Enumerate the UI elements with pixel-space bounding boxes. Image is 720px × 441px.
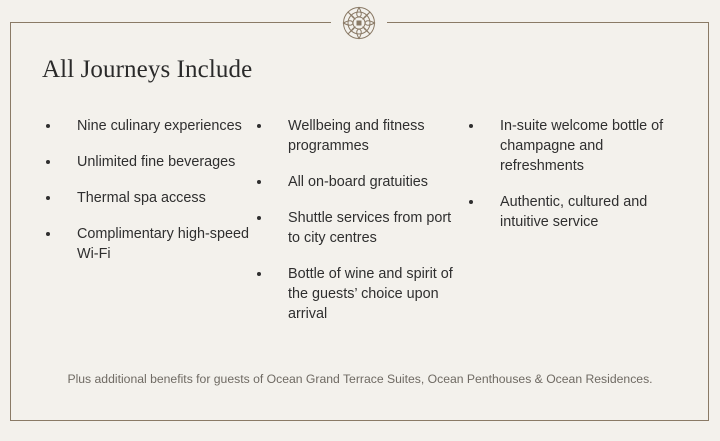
list-item xyxy=(41,152,256,172)
benefits-column-1 xyxy=(41,116,256,280)
list-item-label: In-suite welcome bottle of champagne and refreshments xyxy=(500,118,664,174)
list-item-label: Authentic, cultured and intuitive service xyxy=(500,194,648,230)
bullet-icon xyxy=(257,124,261,128)
list-item xyxy=(252,172,467,192)
bullet-icon xyxy=(257,272,261,276)
list-item xyxy=(252,208,467,248)
list-item-label: Unlimited fine beverages xyxy=(77,154,236,170)
list-item xyxy=(252,264,467,324)
list-item-label: Bottle of wine and spirit of the guests’ choice upon arrival xyxy=(288,266,453,322)
flower-emblem-icon xyxy=(342,6,376,40)
bullet-icon xyxy=(46,196,50,200)
bullet-icon xyxy=(257,180,261,184)
list-item xyxy=(41,224,256,264)
list-item-label: Shuttle services from port to city centres xyxy=(288,210,452,246)
bullet-icon xyxy=(257,216,261,220)
bullet-icon xyxy=(46,160,50,164)
bullet-icon xyxy=(469,200,473,204)
list-item-label: All on-board gratuities xyxy=(288,174,428,190)
bullet-icon xyxy=(469,124,473,128)
footer-note: Plus additional benefits for guests of Ocean Grand Terrace Suites, Ocean Penthouses & Ocean Residences. xyxy=(67,372,653,386)
list-item xyxy=(41,188,256,208)
list-item xyxy=(252,116,467,156)
list-item xyxy=(41,116,256,136)
benefits-column-3 xyxy=(464,116,679,248)
list-item-label: Nine culinary experiences xyxy=(77,118,242,134)
list-item-label: Thermal spa access xyxy=(77,190,206,206)
list-item xyxy=(464,192,679,232)
bullet-icon xyxy=(46,124,50,128)
benefits-column-2 xyxy=(252,116,467,340)
section-title: All Journeys Include xyxy=(42,56,253,83)
list-item-label: Wellbeing and fitness programmes xyxy=(288,118,425,154)
list-item xyxy=(464,116,679,176)
bullet-icon xyxy=(46,232,50,236)
list-item-label: Complimentary high-speed Wi-Fi xyxy=(77,226,249,262)
